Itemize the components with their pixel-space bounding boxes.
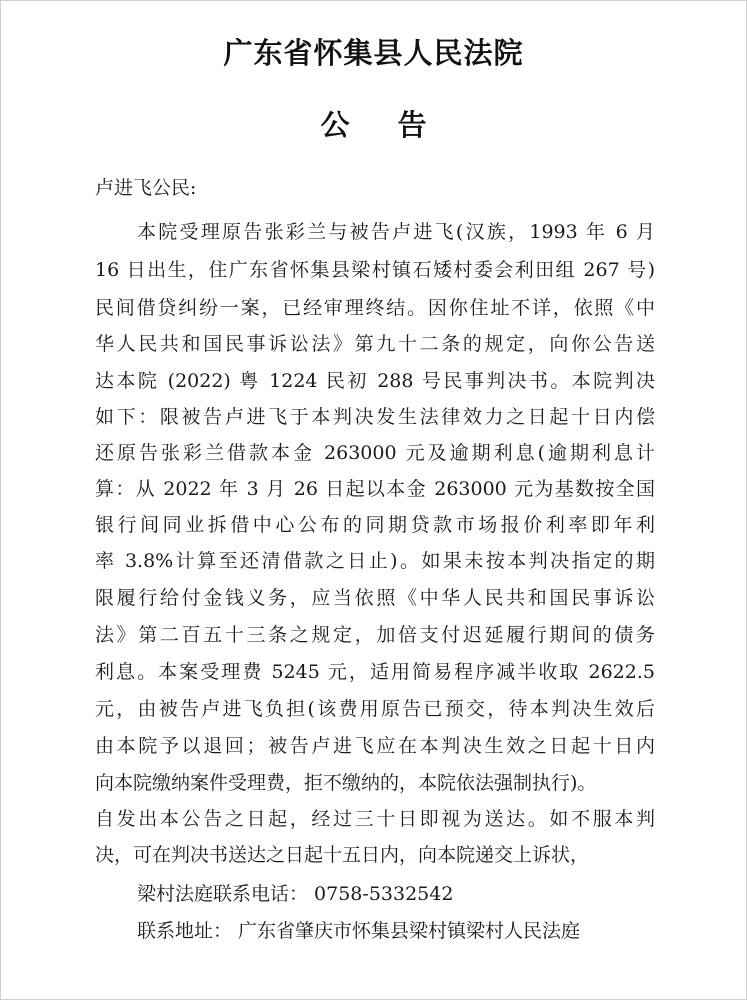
notice-title: 公告 [320, 108, 475, 142]
body-line: 算：从 2022 年 3 月 26 日起以本金 263000 元为基数按全国 [95, 478, 655, 500]
body-line: 率 3.8%计算至还清借款之日止)。如果未按本判决指定的期 [95, 550, 655, 572]
court-name-heading: 广东省怀集县人民法院 [223, 36, 524, 70]
contact-address: 联系地址： 广东省肇庆市怀集县梁村镇梁村人民法庭 [137, 920, 581, 942]
body-line: 民间借贷纠纷一案，已经审理终结。因你住址不详，依照《中 [95, 297, 655, 319]
body-line: 达本院 (2022) 粤 1224 民初 288 号民事判决书。本院判决 [95, 370, 655, 392]
body-line: 本院受理原告张彩兰与被告卢进飞(汉族，1993 年 6 月 [137, 221, 655, 243]
body-line: 如下：限被告卢进飞于本判决发生法律效力之日起十日内偿 [95, 406, 655, 428]
body-line: 由本院予以退回；被告卢进飞应在本判决生效之日起十日内 [95, 735, 655, 757]
body-line: 还原告张彩兰借款本金 263000 元及逾期利息(逾期利息计 [95, 442, 655, 464]
body-line: 华人民共和国民事诉讼法》第九十二条的规定，向你公告送 [95, 333, 655, 355]
body-line: 限履行给付金钱义务，应当依照《中华人民共和国民事诉讼 [95, 587, 655, 609]
body-line: 银行间同业拆借中心公布的同期贷款市场报价利率即年利 [95, 514, 655, 536]
body-line: 元，由被告卢进飞负担(该费用原告已预交，待本判决生效后 [95, 698, 655, 720]
body-line: 16 日出生，住广东省怀集县梁村镇石矮村委会利田组 267 号) [95, 259, 655, 281]
body-line: 决，可在判决书送达之日起十五日内，向本院递交上诉状， [95, 844, 590, 866]
body-line: 自发出本公告之日起，经过三十日即视为送达。如不服本判 [95, 808, 655, 830]
body-line: 向本院缴纳案件受理费，拒不缴纳的，本院依法强制执行)。 [95, 772, 597, 794]
contact-phone: 梁村法庭联系电话： 0758-5332542 [137, 883, 454, 905]
addressee: 卢进飞公民: [95, 177, 197, 199]
body-line: 利息。本案受理费 5245 元，适用简易程序减半收取 2622.5 [95, 661, 655, 683]
body-line: 法》第二百五十三条之规定，加倍支付迟延履行期间的债务 [95, 624, 655, 646]
